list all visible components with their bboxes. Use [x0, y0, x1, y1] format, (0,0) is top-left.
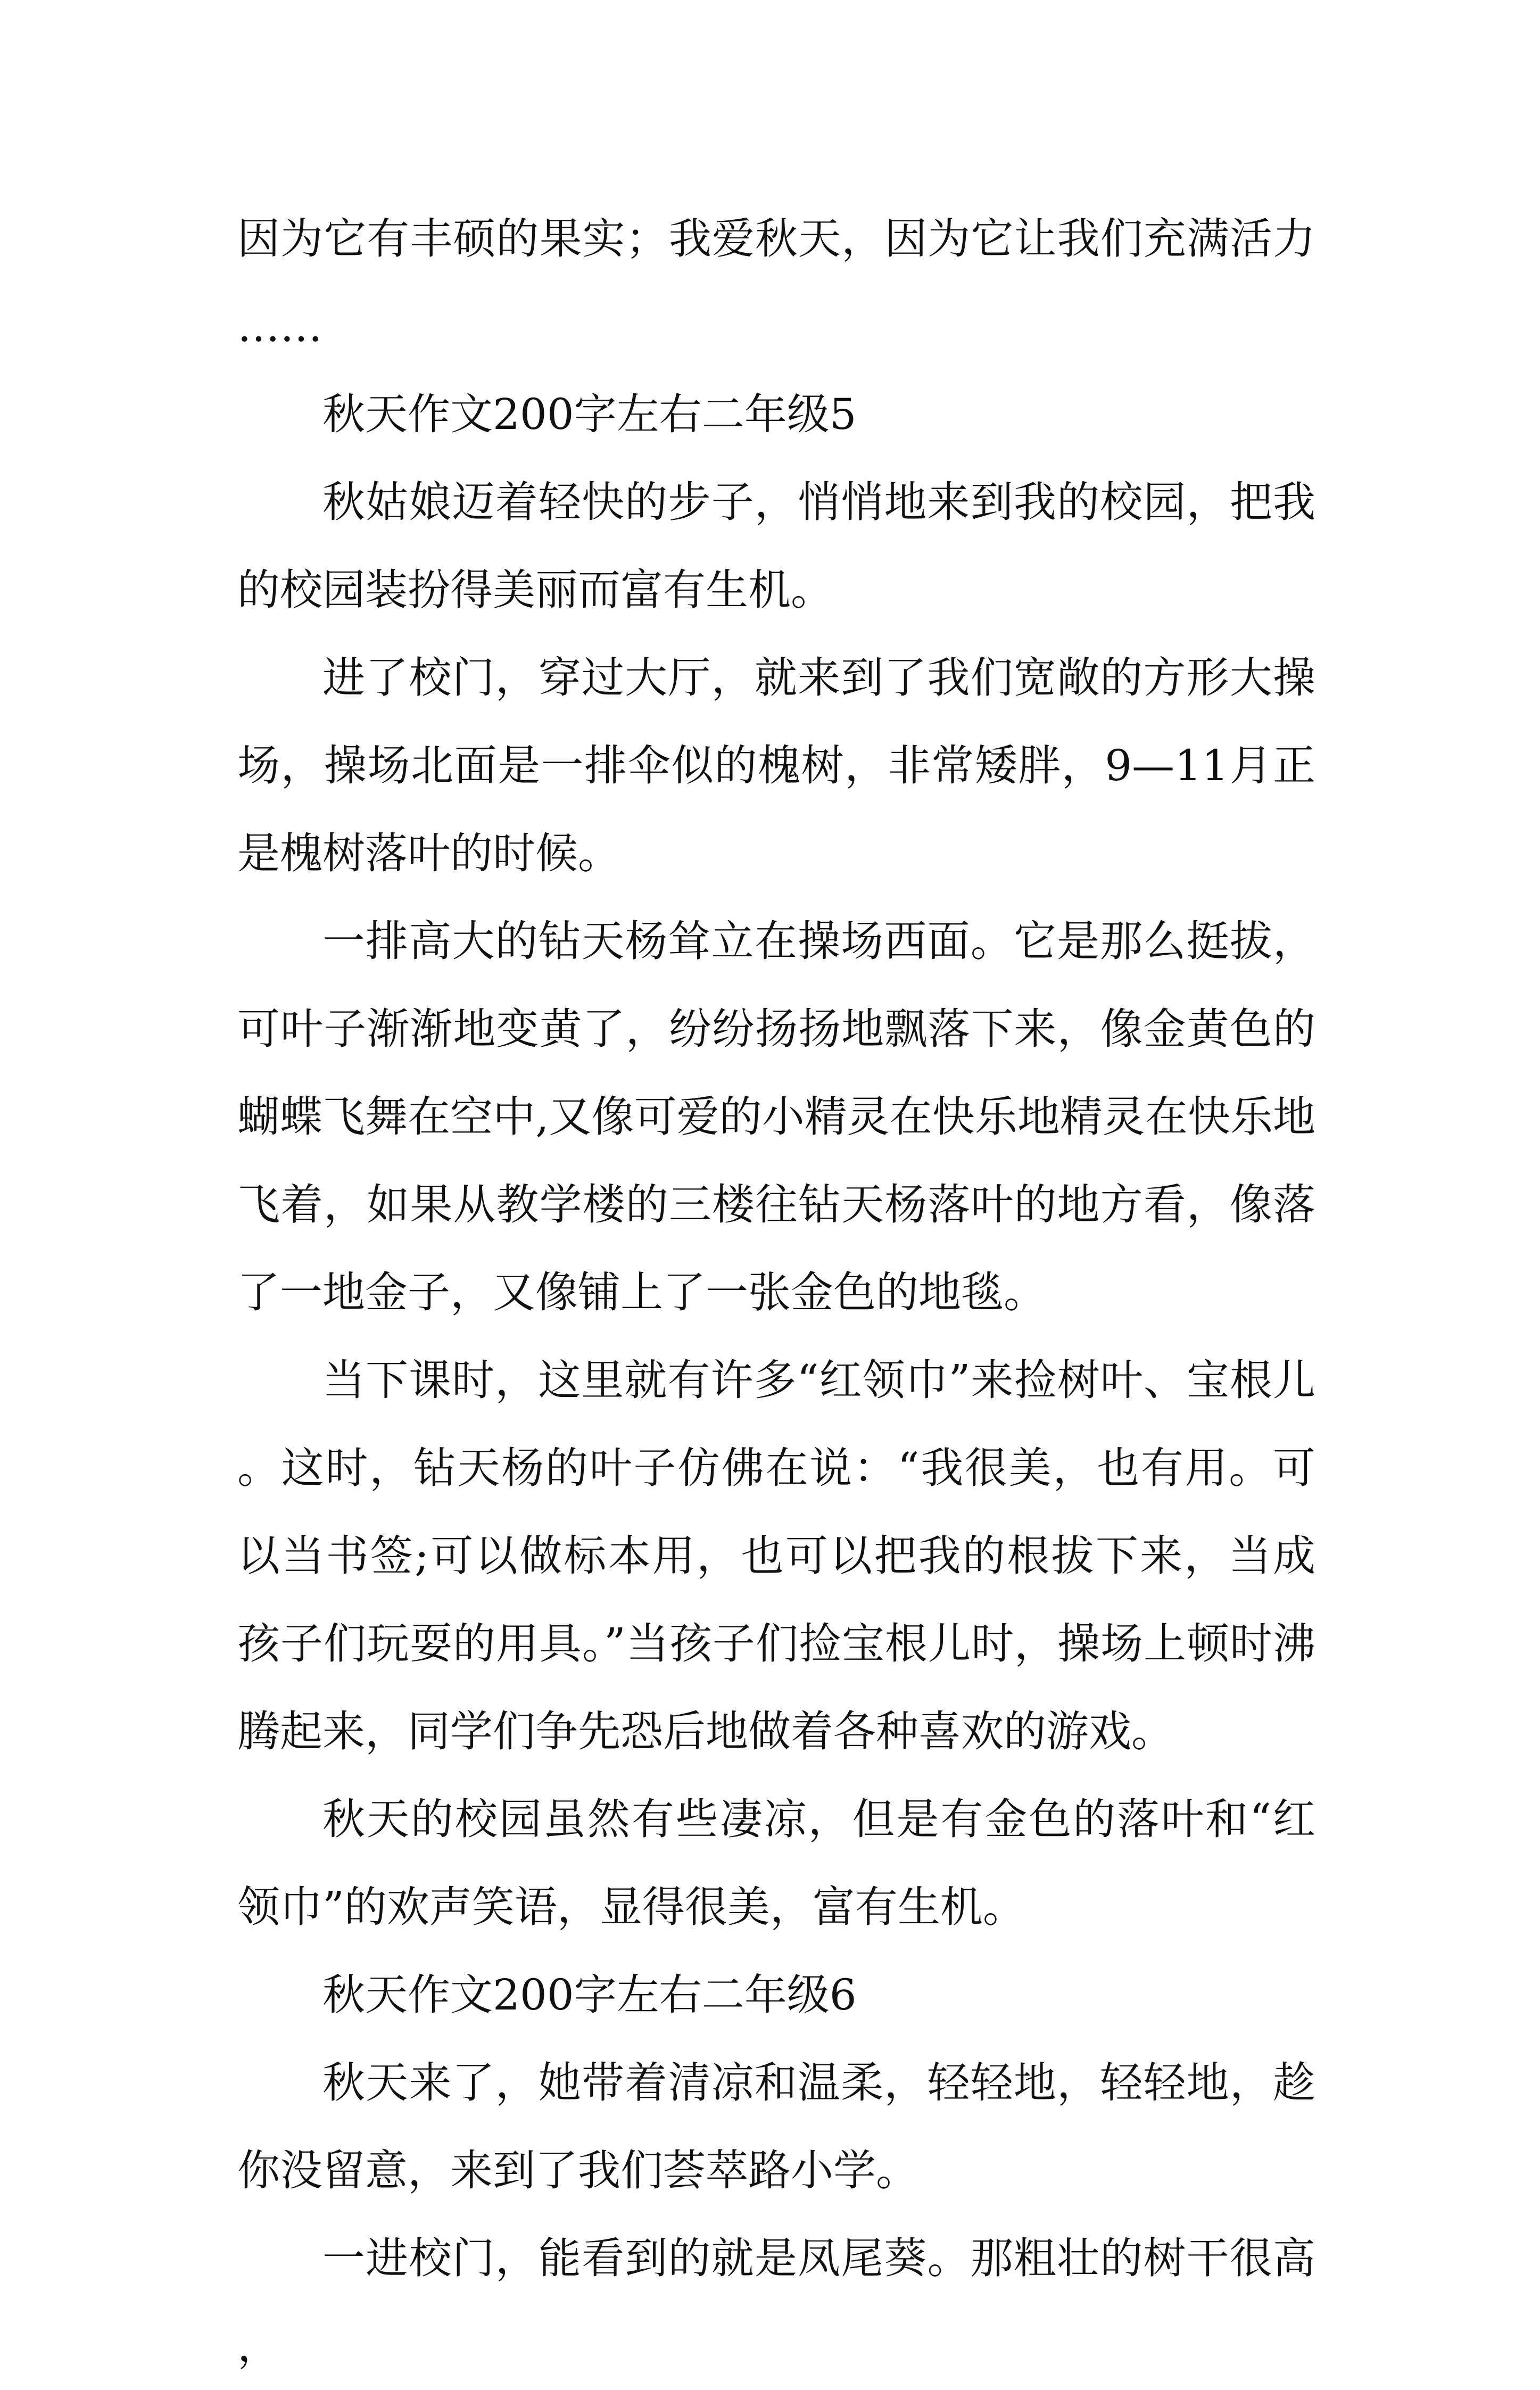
section-heading: 秋天作文200字左右二年级5	[322, 390, 857, 439]
document-body	[237, 195, 1315, 2390]
body-paragraph: 秋姑娘迈着轻快的步子，悄悄地来到我的校园，把我的校园装扮得美丽而富有生机。	[237, 477, 1315, 615]
body-paragraph: 一排高大的钻天杨耸立在操场西面。它是那么挺拔，可叶子渐渐地变黄了，纷纷扬扬地飘落下来，像金黄色的蝴蝶飞舞在空中,又像可爱的小精灵在快乐地精灵在快乐地飞着，如果从教学楼的三楼往钻天杨落叶的地方看，像落了一地金子，又像铺上了一张金色的地毯。	[237, 916, 1315, 1317]
section-heading: 秋天作文200字左右二年级6	[322, 1970, 857, 2020]
body-paragraph: 秋天的校园虽然有些凄凉，但是有金色的落叶和“红领巾”的欢声笑语，显得很美，富有生机。	[237, 1794, 1315, 1932]
body-paragraph: 秋天来了，她带着清凉和温柔，轻轻地，轻轻地，趁你没留意，来到了我们荟萃路小学。	[237, 2058, 1315, 2195]
body-paragraph: 当下课时，这里就有许多“红领巾”来捡树叶、宝根儿。这时，钻天杨的叶子仿佛在说：“我很美，也有用。可以当书签;可以做标本用，也可以把我的根拔下来，当成孩子们玩耍的用具。”当孩子们捡宝根儿时，操场上顿时沸腾起来，同学们争先恐后地做着各种喜欢的游戏。	[237, 1355, 1315, 1756]
body-paragraph: 因为它有丰硕的果实；我爱秋天，因为它让我们充满活力……	[237, 214, 1315, 351]
body-paragraph: 一进校门，能看到的就是凤尾葵。那粗壮的树干很高，	[237, 2234, 1315, 2371]
body-paragraph: 进了校门，穿过大厅，就来到了我们宽敞的方形大操场，操场北面是一排伞似的槐树，非常矮胖，9—11月正是槐树落叶的时候。	[237, 653, 1315, 878]
